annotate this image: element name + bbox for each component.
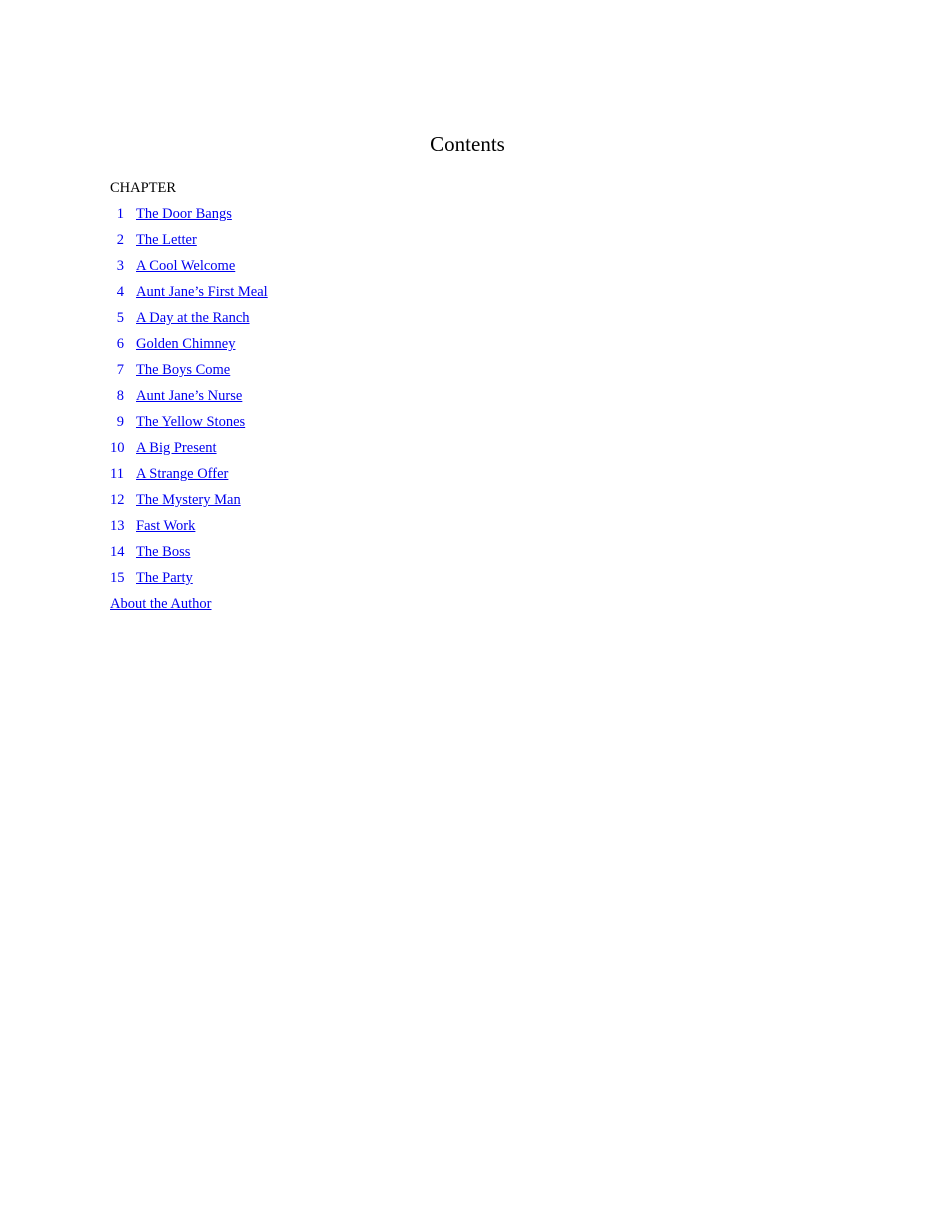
toc-link-chapter-4[interactable] — [110, 284, 268, 300]
toc-link-chapter-10[interactable] — [110, 440, 217, 456]
chapter-title: The Party — [136, 570, 193, 586]
toc-item — [110, 360, 268, 386]
toc-item — [110, 438, 268, 464]
toc-item — [110, 542, 268, 568]
toc-link-about-the-author[interactable]: About the Author — [110, 596, 212, 612]
chapter-number: 4 — [116, 284, 124, 300]
page-title: Contents — [430, 132, 505, 156]
chapter-title: A Strange Offer — [136, 466, 229, 482]
toc-item — [110, 230, 268, 256]
toc-link-chapter-1[interactable] — [110, 206, 232, 222]
toc-item — [110, 464, 268, 490]
chapter-title: The Mystery Man — [136, 492, 241, 508]
toc-link-chapter-3[interactable] — [110, 258, 235, 274]
chapter-title: Golden Chimney — [136, 336, 236, 352]
toc-link-chapter-11[interactable] — [110, 466, 228, 482]
chapter-number: 6 — [116, 336, 124, 352]
toc-item — [110, 490, 268, 516]
toc-item — [110, 568, 268, 594]
toc-item — [110, 256, 268, 282]
chapter-number: 13 — [110, 518, 125, 534]
chapter-number: 8 — [116, 388, 124, 404]
toc-link-chapter-7[interactable] — [110, 362, 230, 378]
chapter-number: 14 — [110, 544, 125, 560]
chapter-title: The Yellow Stones — [136, 414, 246, 430]
toc-link-chapter-13[interactable] — [110, 518, 195, 534]
toc-item — [110, 594, 268, 620]
chapter-number: 2 — [116, 232, 124, 248]
toc-item — [110, 386, 268, 412]
toc-link-chapter-6[interactable] — [110, 336, 235, 352]
toc-link-chapter-14[interactable] — [110, 544, 190, 560]
chapter-number: 12 — [110, 492, 125, 508]
toc-item — [110, 308, 268, 334]
chapter-title: The Letter — [136, 232, 197, 248]
toc-item — [110, 412, 268, 438]
chapter-number: 1 — [116, 206, 124, 222]
chapter-title: The Boss — [136, 544, 191, 560]
chapter-title: A Cool Welcome — [136, 258, 236, 274]
toc-link-chapter-9[interactable] — [110, 414, 245, 430]
chapter-number: 9 — [116, 414, 124, 430]
toc-item — [110, 516, 268, 542]
toc-item — [110, 334, 268, 360]
chapter-title: Fast Work — [136, 518, 196, 534]
chapter-title: Aunt Jane’s First Meal — [136, 284, 268, 300]
chapter-number: 5 — [116, 310, 124, 326]
toc-link-chapter-8[interactable] — [110, 388, 242, 404]
toc-item — [110, 204, 268, 230]
chapter-number: 15 — [110, 570, 125, 586]
toc-link-chapter-15[interactable] — [110, 570, 193, 586]
toc-link-chapter-2[interactable] — [110, 232, 197, 248]
table-of-contents — [110, 204, 268, 620]
chapter-title: A Day at the Ranch — [136, 310, 250, 326]
toc-item — [110, 282, 268, 308]
chapter-number: 10 — [110, 440, 125, 456]
chapter-number: 3 — [116, 258, 124, 274]
chapter-number: 7 — [116, 362, 124, 378]
chapter-number: 11 — [110, 466, 124, 482]
chapter-title: A Big Present — [136, 440, 217, 456]
chapter-title: Aunt Jane’s Nurse — [136, 388, 243, 404]
chapter-heading: CHAPTER — [110, 180, 177, 196]
chapter-title: The Door Bangs — [136, 206, 232, 222]
toc-link-chapter-12[interactable] — [110, 492, 241, 508]
chapter-title: The Boys Come — [136, 362, 231, 378]
toc-link-chapter-5[interactable] — [110, 310, 250, 326]
